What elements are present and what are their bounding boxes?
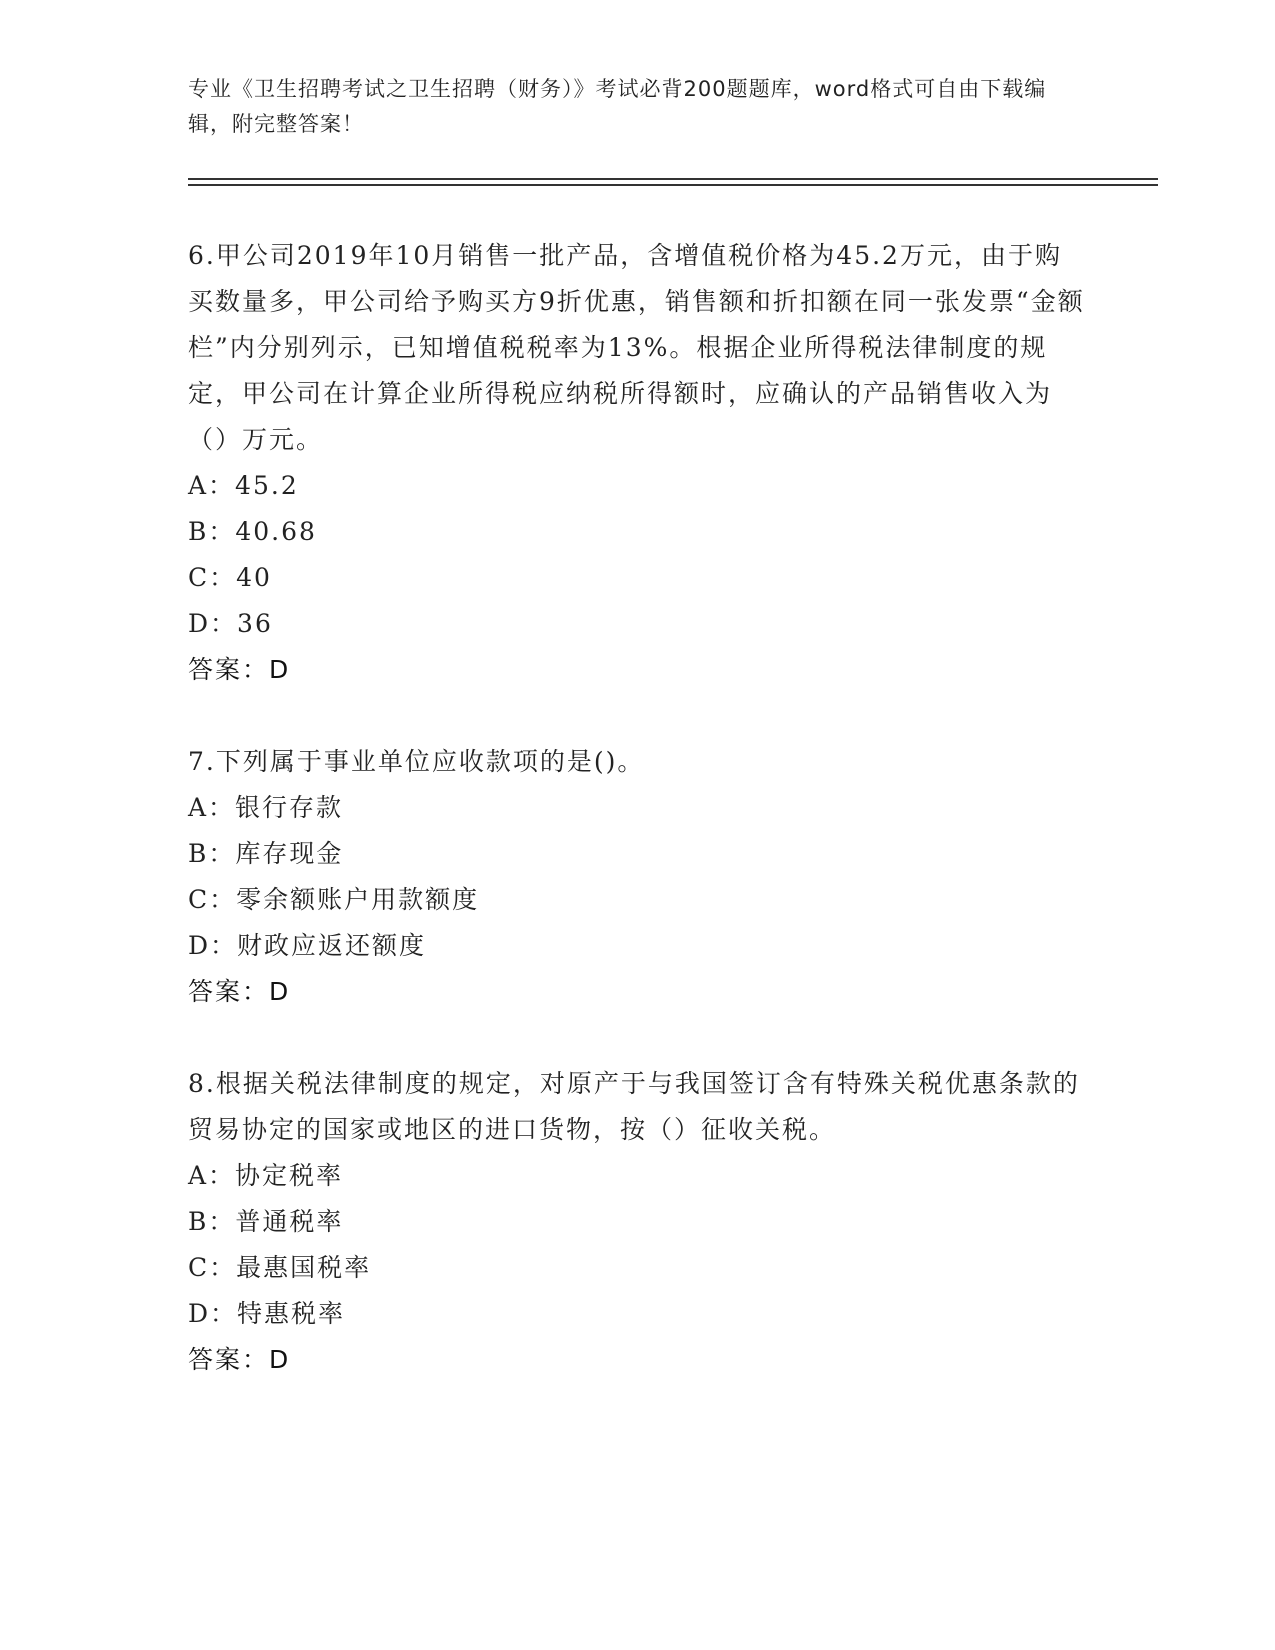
header-divider [188,178,1158,186]
header-text: 专业《卫生招聘考试之卫生招聘（财务）》考试必背200题题库，word格式可自由下载编辑，附完整答案！ [188,77,1047,136]
question-list [188,233,1088,1429]
question-6 [188,233,1088,693]
option-a: A：协定税率 [188,1161,344,1190]
option-b: B：普通税率 [188,1207,344,1236]
divider-line-top [188,178,1158,180]
question-stem: 7.下列属于事业单位应收款项的是()。 [188,747,645,776]
answer: 答案：D [188,1345,291,1374]
option-c: C：最惠国税率 [188,1253,372,1282]
option-b: B：40.68 [188,517,317,546]
answer: 答案：D [188,977,291,1006]
option-d: D：特惠税率 [188,1299,346,1328]
question-8 [188,1061,1088,1383]
option-a: A：45.2 [188,471,299,500]
option-c: C：零余额账户用款额度 [188,885,480,914]
document-header [188,72,1088,142]
answer: 答案：D [188,655,291,684]
question-7 [188,739,1088,1015]
option-c: C：40 [188,563,272,592]
question-stem: 6.甲公司2019年10月销售一批产品，含增值税价格为45.2万元，由于购买数量多，甲公司给予购买方9折优惠，销售额和折扣额在同一张发票“金额栏”内分别列示，已知增值税税率为13%。根据企业所得税法律制度的规定，甲公司在计算企业所得税应纳税所得额时，应确认的产品销售收入为（）万元。 [188,241,1085,454]
question-stem: 8.根据关税法律制度的规定，对原产于与我国签订含有特殊关税优惠条款的贸易协定的国家或地区的进口货物，按（）征收关税。 [188,1069,1080,1144]
divider-line-bottom [188,184,1158,186]
option-d: D：36 [188,609,273,638]
option-a: A：银行存款 [188,793,344,822]
option-b: B：库存现金 [188,839,344,868]
option-d: D：财政应返还额度 [188,931,427,960]
